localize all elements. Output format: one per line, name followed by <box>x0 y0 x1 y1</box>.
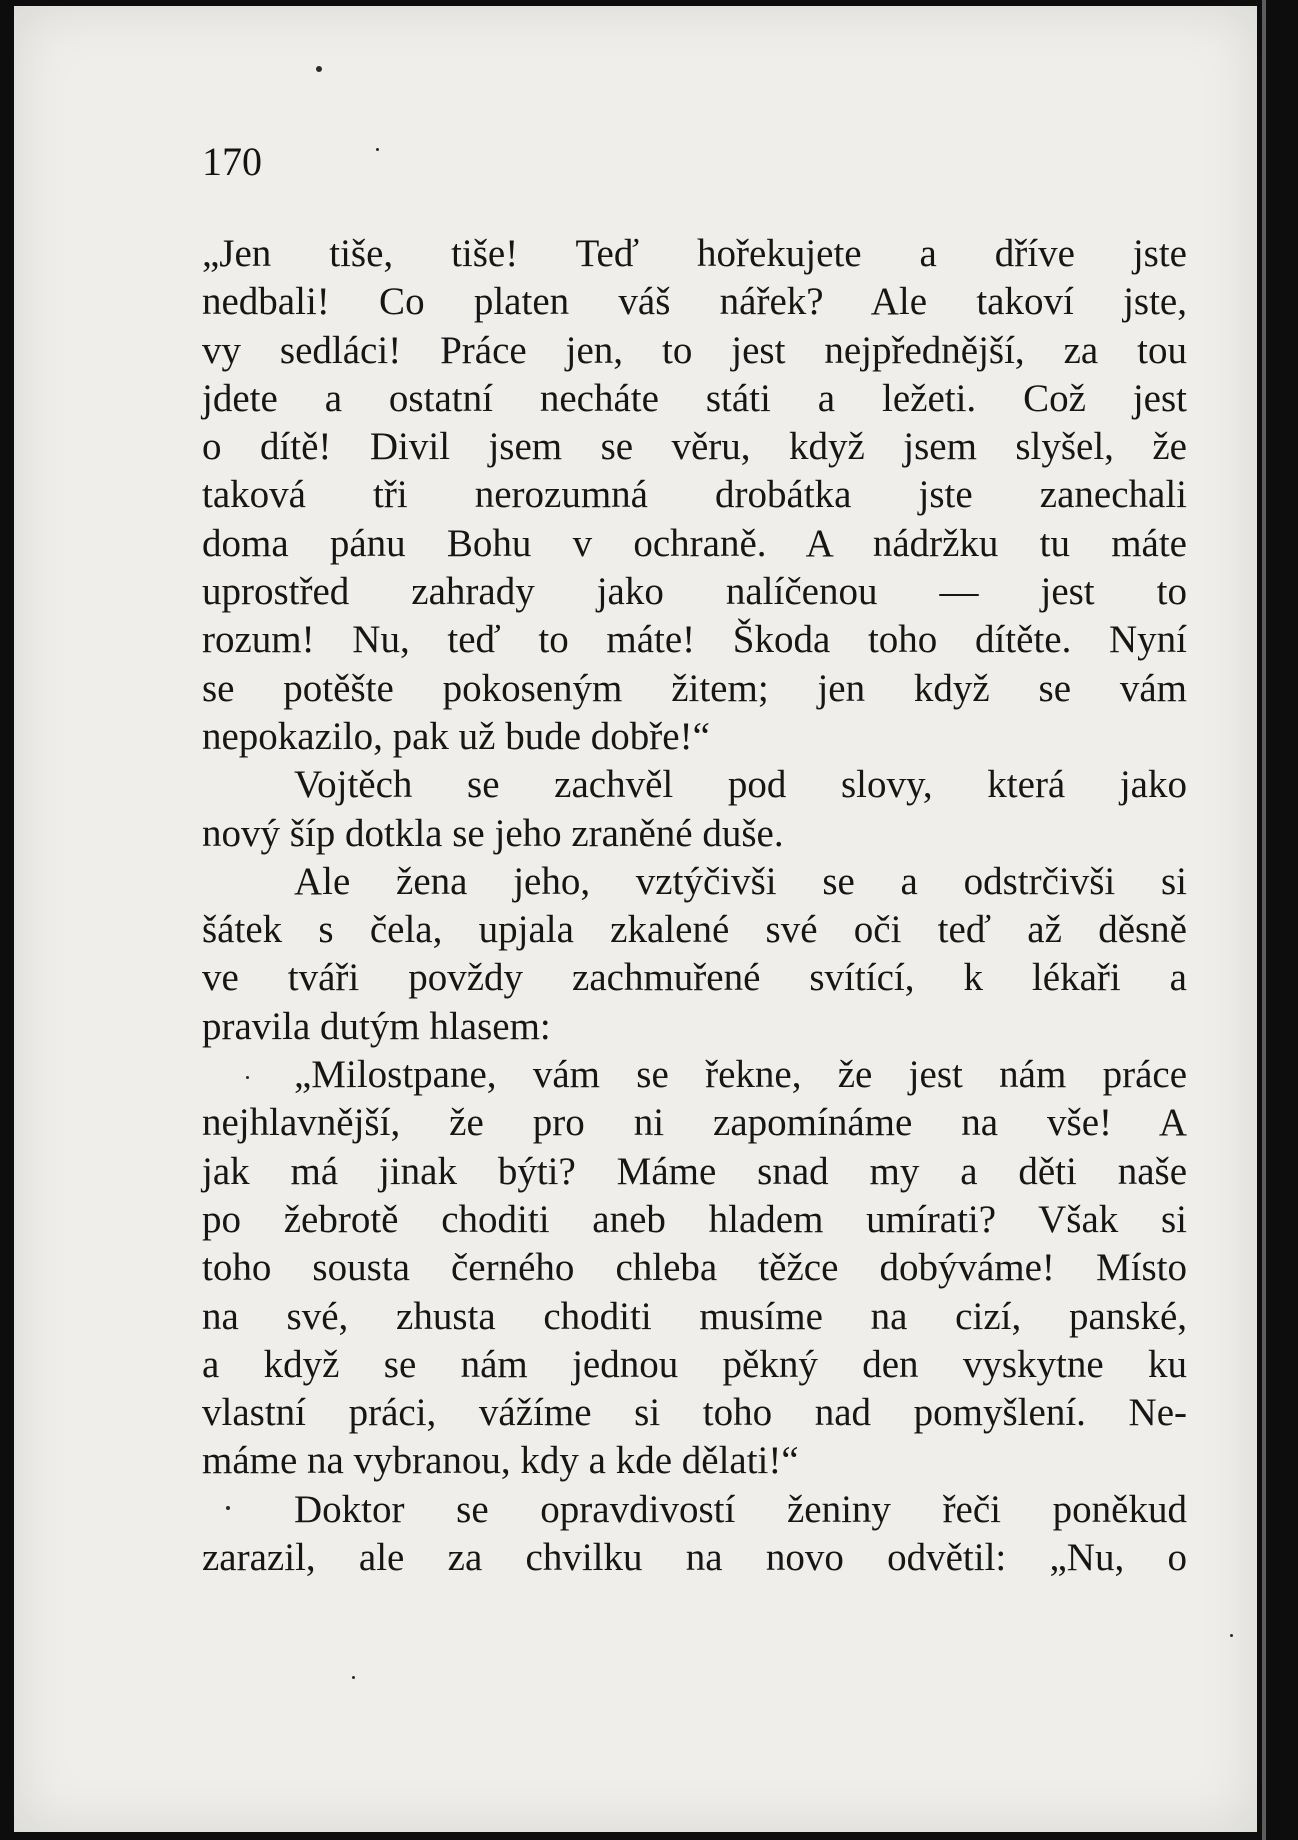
text-line: „Jen tiše, tiše! Teď hořekujete a dříve jste <box>202 232 1187 275</box>
print-speck <box>376 148 379 151</box>
text-line: Ale žena jeho, vztýčivši se a odstrčivši si <box>294 859 1187 903</box>
text-line: máme na vybranou, kdy a kde dělati!“ <box>202 1439 799 1483</box>
body-text <box>202 230 1187 1582</box>
text-line: „Milostpane, vám se řekne, že jest nám práce <box>294 1053 1187 1097</box>
text-line: doma pánu Bohu v ochraně. A nádržku tu máte <box>202 521 1187 565</box>
text-line: pravila dutým hlasem: <box>202 1004 551 1048</box>
page-number: 170 <box>202 139 262 184</box>
text-line: na své, zhusta choditi musíme na cizí, panské, <box>202 1294 1187 1338</box>
print-speck <box>226 1506 230 1510</box>
print-speck <box>246 1076 249 1079</box>
text-line: šátek s čela, upjala zkalené své oči teď až děsně <box>202 908 1187 952</box>
text-line: nejhlavnější, že pro ni zapomínáme na vše! A <box>202 1101 1187 1145</box>
book-page <box>14 6 1257 1832</box>
text-line: jak má jinak býti? Máme snad my a děti naše <box>202 1149 1187 1193</box>
text-line: nový šíp dotkla se jeho zraněné duše. <box>202 811 784 855</box>
text-line: ve tváři povždy zachmuřené svítící, k lékaři a <box>202 956 1187 1000</box>
text-line: uprostřed zahrady jako nalíčenou — jest to <box>202 570 1187 614</box>
print-speck <box>316 66 322 72</box>
text-line: vy sedláci! Práce jen, to jest nejpřednější, za tou <box>202 328 1187 372</box>
text-line: nedbali! Co platen váš nářek? Ale takoví jste, <box>202 280 1187 324</box>
text-line: Vojtěch se zachvěl pod slovy, která jako <box>294 763 1187 807</box>
print-speck <box>1230 1634 1233 1637</box>
text-line: zarazil, ale za chvilku na novo odvětil: „Nu, o <box>202 1536 1187 1580</box>
page-edge-line <box>1262 0 1266 1840</box>
text-line: o dítě! Divil jsem se věru, když jsem slyšel, že <box>202 425 1187 469</box>
text-line: Doktor se opravdivostí ženiny řeči poněkud <box>294 1487 1187 1531</box>
text-line: rozum! Nu, teď to máte! Škoda toho dítěte. Nyní <box>202 618 1187 662</box>
print-speck <box>352 1676 355 1679</box>
text-line: po žebrotě choditi aneb hladem umírati? Však si <box>202 1197 1187 1241</box>
text-line: toho sousta černého chleba těžce dobýváme! Místo <box>202 1246 1187 1290</box>
text-line: jdete a ostatní necháte státi a ležeti. Což jest <box>202 376 1187 420</box>
text-line: nepokazilo, pak už bude dobře!“ <box>202 714 710 758</box>
text-line: taková tři nerozumná drobátka jste zanechali <box>202 473 1187 517</box>
text-line: se potěšte pokoseným žitem; jen když se vám <box>202 666 1187 710</box>
text-line: a když se nám jednou pěkný den vyskytne ku <box>202 1342 1187 1386</box>
text-line: vlastní práci, vážíme si toho nad pomyšlení. Ne- <box>202 1391 1187 1435</box>
